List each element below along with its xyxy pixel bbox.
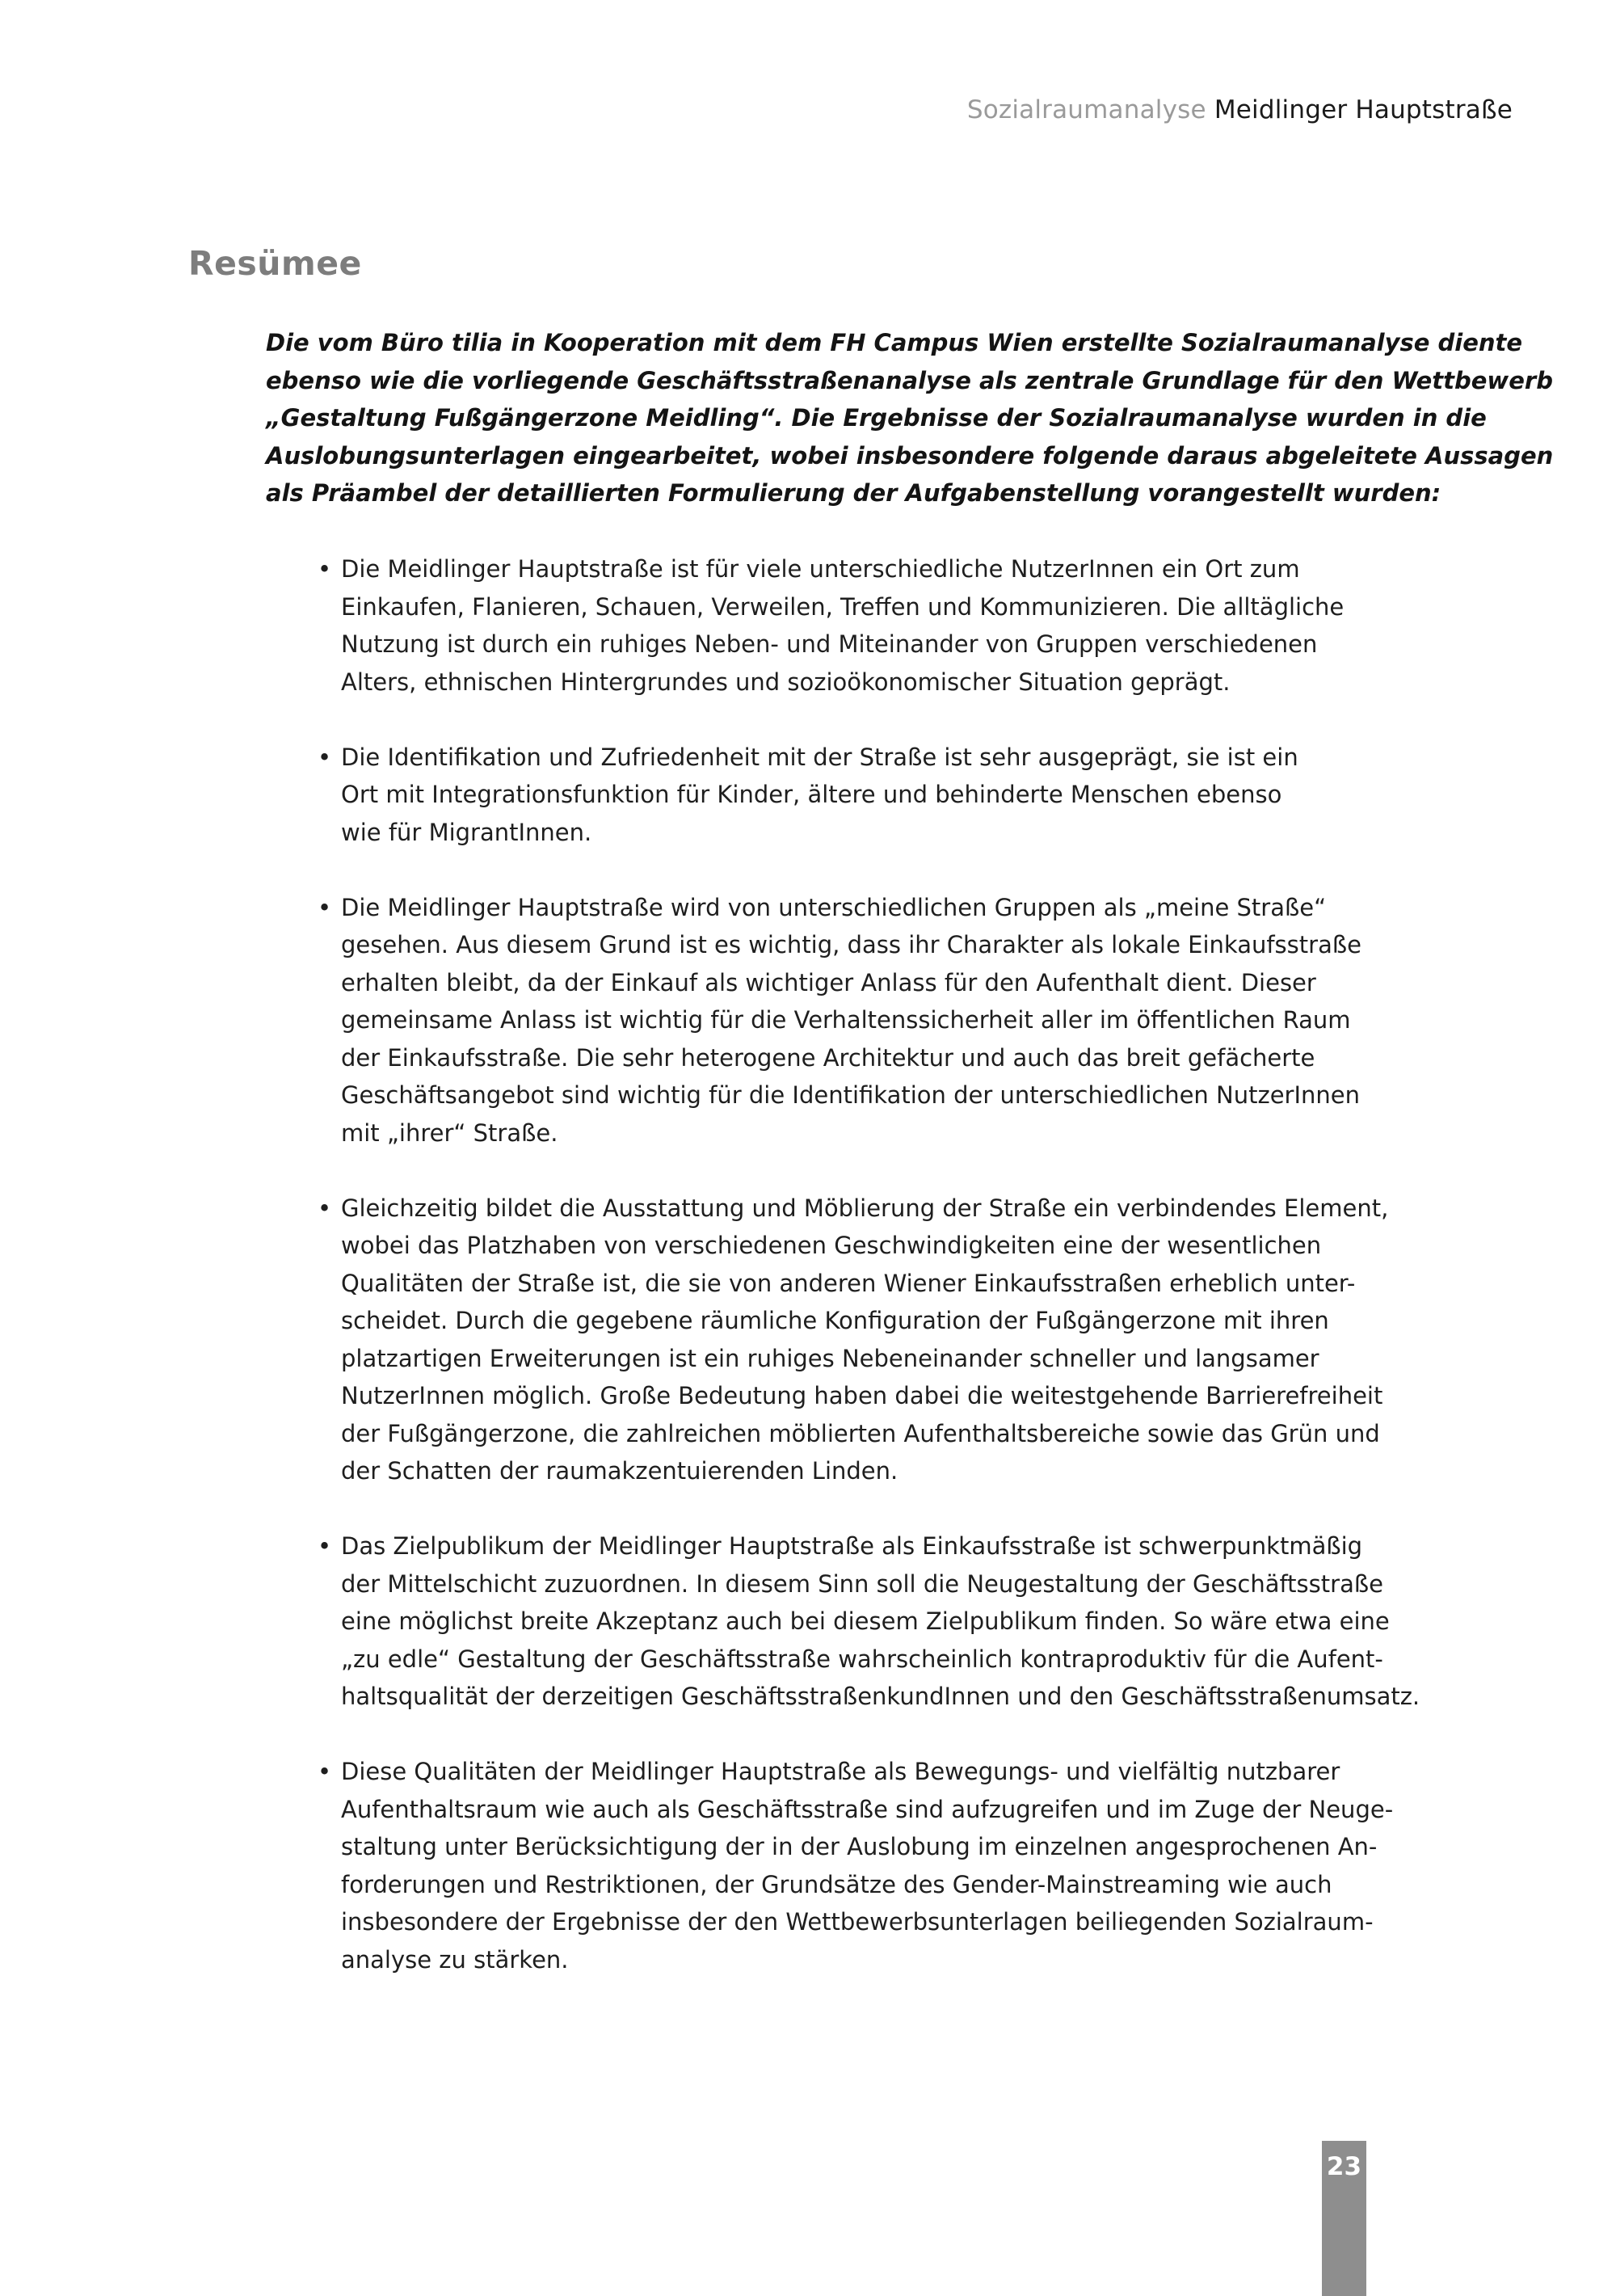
bullet-line: gemeinsame Anlass ist wichtig für die Verhaltenssicherheit aller im öffentlichen Raum	[341, 1006, 1351, 1034]
bullet-line: Einkaufen, Flanieren, Schauen, Verweilen, Treffen und Kommunizieren. Die alltägliche	[341, 592, 1345, 621]
bullet-marker: •	[318, 743, 332, 771]
bullet-line: der Mittelschicht zuzuordnen. In diesem Sinn soll die Neugestaltung der Geschäftsstraße	[341, 1569, 1383, 1598]
bullet-line: staltung unter Berücksichtigung der in der Auslobung im einzelnen angesprochenen An-	[341, 1833, 1378, 1860]
bullet-line: erhalten bleibt, da der Einkauf als wichtiger Anlass für den Aufenthalt dient. Dieser	[341, 968, 1316, 996]
intro-line: als Präambel der detaillierten Formulierung der Aufgabenstellung vorangestellt wurden:	[266, 479, 1441, 507]
bullet-item	[318, 1527, 1420, 1716]
intro-line: Die vom Büro tilia in Kooperation mit dem FH Campus Wien erstellte Sozialraumanalyse diente	[266, 329, 1523, 356]
bullet-line: scheidet. Durch die gegebene räumliche Konfiguration der Fußgängerzone mit ihren	[341, 1307, 1329, 1334]
bullet-marker: •	[318, 893, 332, 921]
page-number-tab	[1322, 2141, 1366, 2296]
intro-line: Auslobungsunterlagen eingearbeitet, wobei insbesondere folgende daraus abgeleitete Aussagen	[266, 441, 1554, 470]
intro-paragraph	[266, 324, 1554, 512]
running-header-title: Meidlinger Hauptstraße	[1214, 95, 1513, 124]
bullet-item	[318, 1190, 1389, 1490]
section-heading: Resümee	[188, 244, 362, 283]
intro-line: „Gestaltung Fußgängerzone Meidling“. Die Ergebnisse der Sozialraumanalyse wurden in die	[266, 404, 1487, 432]
bullet-line: platzartigen Erweiterungen ist ein ruhiges Nebeneinander schneller und langsamer	[341, 1344, 1319, 1372]
bullet-marker: •	[318, 1758, 332, 1785]
bullet-list	[318, 550, 1420, 1978]
bullet-line: Ort mit Integrationsfunktion für Kinder, ältere und behinderte Menschen ebenso	[341, 781, 1282, 808]
bullet-line: Alters, ethnischen Hintergrundes und sozioökonomischer Situation geprägt.	[341, 668, 1231, 696]
bullet-line: „zu edle“ Gestaltung der Geschäftsstraße wahrscheinlich kontraproduktiv für die Aufent-	[341, 1645, 1383, 1673]
bullet-marker: •	[318, 555, 332, 583]
running-header-series: Sozialraumanalyse	[966, 95, 1206, 124]
bullet-line: haltsqualität der derzeitigen GeschäftsstraßenkundInnen und den Geschäftsstraßenumsatz.	[341, 1683, 1420, 1710]
bullet-line: analyse zu stärken.	[341, 1945, 569, 1974]
bullet-line: gesehen. Aus diesem Grund ist es wichtig, dass ihr Charakter als lokale Einkaufsstraße	[341, 931, 1361, 958]
bullet-line: Qualitäten der Straße ist, die sie von anderen Wiener Einkaufsstraßen erheblich unter-	[341, 1269, 1356, 1297]
bullet-item	[318, 889, 1384, 1152]
bullet-line: Die Identifikation und Zufriedenheit mit der Straße ist sehr ausgeprägt, sie ist ein	[341, 743, 1298, 771]
bullet-line: Die Meidlinger Hauptstraße ist für viele unterschiedliche NutzerInnen ein Ort zum	[341, 555, 1300, 583]
bullet-line: mit „ihrer“ Straße.	[341, 1119, 558, 1147]
intro-line: ebenso wie die vorliegende Geschäftsstraßenanalyse als zentrale Grundlage für den Wettbewerb	[266, 366, 1553, 394]
bullet-line: der Schatten der raumakzentuierenden Linden.	[341, 1457, 898, 1485]
bullet-line: der Einkaufsstraße. Die sehr heterogene Architektur und auch das breit gefächerte	[341, 1043, 1315, 1072]
running-header	[967, 95, 1513, 124]
bullet-line: forderungen und Restriktionen, der Grundsätze des Gender-Mainstreaming wie auch	[341, 1870, 1332, 1898]
bullet-line: der Fußgängerzone, die zahlreichen möblierten Aufenthaltsbereiche sowie das Grün und	[341, 1419, 1380, 1447]
bullet-line: Diese Qualitäten der Meidlinger Hauptstraße als Bewegungs- und vielfältig nutzbarer	[341, 1758, 1340, 1785]
bullet-item	[318, 1753, 1394, 1978]
bullet-line: NutzerInnen möglich. Große Bedeutung haben dabei die weitestgehende Barrierefreiheit	[341, 1382, 1383, 1409]
bullet-item	[318, 550, 1384, 701]
page-number: 23	[1326, 2152, 1362, 2181]
bullet-line: Gleichzeitig bildet die Ausstattung und Möblierung der Straße ein verbindendes Element,	[341, 1194, 1389, 1222]
bullet-line: Aufenthaltsraum wie auch als Geschäftsstraße sind aufzugreifen und im Zuge der Neuge-	[341, 1795, 1394, 1823]
bullet-line: wie für MigrantInnen.	[341, 818, 592, 846]
bullet-line: Das Zielpublikum der Meidlinger Hauptstraße als Einkaufsstraße ist schwerpunktmäßig	[341, 1532, 1363, 1560]
bullet-marker: •	[318, 1194, 332, 1222]
bullet-marker: •	[318, 1532, 332, 1560]
bullet-line: eine möglichst breite Akzeptanz auch bei diesem Zielpublikum finden. So wäre etwa eine	[341, 1607, 1390, 1635]
bullet-line: Die Meidlinger Hauptstraße wird von unterschiedlichen Gruppen als „meine Straße“	[341, 893, 1327, 921]
bullet-line: wobei das Platzhaben von verschiedenen Geschwindigkeiten eine der wesentlichen	[341, 1232, 1322, 1259]
bullet-line: insbesondere der Ergebnisse der den Wettbewerbsunterlagen beiliegenden Sozialraum-	[341, 1908, 1374, 1936]
bullet-line: Geschäftsangebot sind wichtig für die Identifikation der unterschiedlichen NutzerInnen	[341, 1081, 1360, 1109]
bullet-line: Nutzung ist durch ein ruhiges Neben- und Miteinander von Gruppen verschiedenen	[341, 630, 1318, 658]
bullet-item	[318, 739, 1384, 852]
